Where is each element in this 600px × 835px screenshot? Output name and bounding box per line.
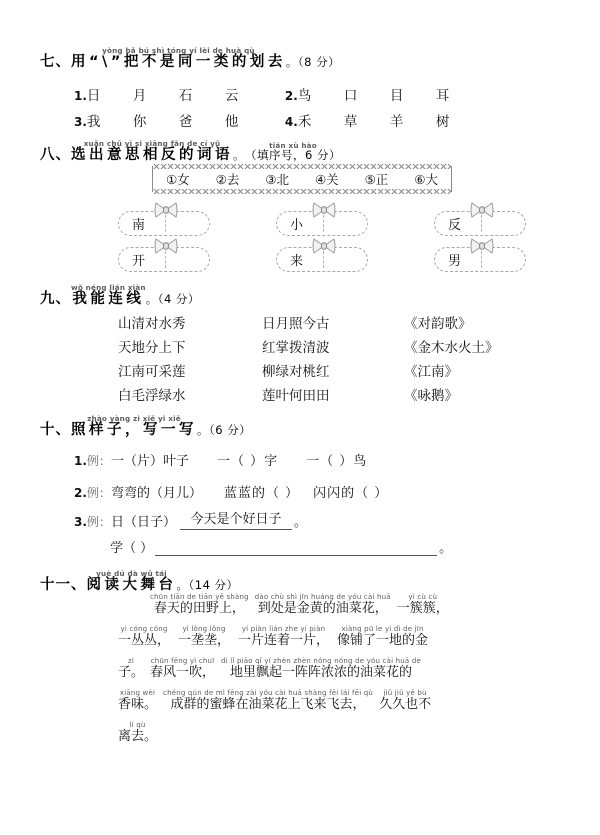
passage-pinyin: yí piàn lián zhe yí piàn: [241, 625, 326, 633]
passage-pinyin: lí qù: [129, 721, 146, 729]
q8-answer-pill[interactable]: [434, 211, 526, 236]
q7-char[interactable]: 目: [389, 88, 404, 104]
passage-line: [118, 689, 431, 711]
q8-option[interactable]: ②去: [215, 172, 240, 187]
q7-row-3-index: 3.: [74, 115, 87, 129]
q9-column-left: [118, 312, 186, 408]
q9-item[interactable]: 莲叶何田田: [262, 388, 330, 404]
q7-char[interactable]: 树: [435, 114, 450, 130]
q7-char[interactable]: 你: [132, 114, 147, 130]
q8-pill-word: 反: [448, 218, 462, 233]
q7-row-2: [74, 110, 482, 130]
bow-icon: [311, 237, 337, 255]
passage-hanzi: 久久也不: [379, 697, 432, 712]
section-q11-title-hanzi: 阅读大舞台: [86, 577, 177, 593]
bow-icon: [469, 201, 495, 219]
passage-chunk: [178, 625, 230, 647]
q10-row2-prompt[interactable]: 学（ ）: [110, 541, 154, 556]
q9-item[interactable]: 柳绿对桃红: [262, 364, 330, 380]
passage-chunk: [238, 625, 329, 647]
q7-char[interactable]: 草: [343, 114, 358, 130]
section-q7-title-hanzi: 用“\”把不是同一类的划去: [71, 54, 286, 70]
passage-hanzi: 春天的田野上，: [153, 601, 245, 616]
section-q11-number: 十一、: [40, 577, 87, 593]
section-q11-title: [87, 569, 177, 593]
passage-hanzi: 一片连着一片，: [238, 633, 330, 648]
q10-example-label: 例：: [86, 515, 111, 529]
section-q7-number: 七、: [40, 54, 71, 70]
passage-hanzi: 香味。: [118, 697, 158, 712]
q8-answer-pill[interactable]: [276, 211, 368, 236]
q10-end-punct: 。: [293, 515, 307, 530]
bow-icon: [311, 201, 337, 219]
section-q8-number: 八、: [40, 147, 71, 163]
passage-chunk: [118, 657, 144, 679]
passage-pinyin: dì lǐ piāo qǐ yí zhèn zhèn nóng nóng de yóu cài huā de: [221, 657, 421, 665]
q10-sample: 弯弯的（月儿）: [110, 486, 202, 501]
section-q8-title-pinyin: xuǎn chū yì si xiāng fǎn de cí yǔ: [83, 139, 221, 148]
passage-hanzi: 子。: [118, 665, 145, 680]
passage-line: [150, 593, 449, 615]
section-q11-score: 。（14 分）: [176, 578, 239, 592]
passage-pinyin: jiǔ jiǔ yě bù: [383, 689, 427, 697]
passage-line: [118, 625, 428, 647]
q10-blank[interactable]: 蓝蓝的（ ）: [223, 486, 300, 501]
section-q11-title-pinyin: yuè dú dà wǔ tái: [96, 569, 167, 578]
passage-hanzi: 一丛丛，: [118, 633, 171, 648]
q7-char[interactable]: 口: [343, 88, 358, 104]
section-q10-title-hanzi: 照样子，写一写: [71, 422, 197, 438]
passage-chunk: [255, 593, 391, 615]
passage-chunk: [150, 657, 215, 679]
bow-icon: [153, 201, 179, 219]
q7-char[interactable]: 羊: [389, 114, 404, 130]
q10-item-3-row2: [110, 537, 452, 556]
q10-blank[interactable]: 一（ ）字: [216, 454, 279, 469]
section-q8-score: 。: [233, 148, 245, 162]
q8-option[interactable]: ④关: [314, 172, 339, 187]
passage-pinyin: chéng qún de mì fēng zài yóu cài huā shàng fēi lái fēi qù: [163, 689, 374, 697]
passage-hanzi: 到处是金黄的油菜花，: [257, 601, 388, 616]
q8-answer-pill[interactable]: [434, 247, 526, 272]
q7-row-4-index: 4.: [284, 115, 298, 129]
passage-hanzi: 成群的蜜蜂在油菜花上飞来飞去，: [170, 697, 366, 712]
q7-char[interactable]: 禾: [297, 114, 312, 130]
bow-icon: [469, 237, 495, 255]
passage-hanzi: 地里飘起一阵阵浓浓的油菜花的: [230, 665, 413, 680]
section-q8-score-pinyin: tián xù hào: [269, 141, 317, 150]
q10-answer-underline[interactable]: 今天是个好日子: [180, 512, 292, 530]
q10-item-2: [74, 482, 388, 501]
passage-line: [118, 657, 421, 679]
section-q10-heading: [40, 414, 570, 438]
passage-pinyin: zi: [127, 657, 135, 665]
q8-option[interactable]: ①女: [165, 172, 190, 187]
passage-chunk: [150, 593, 249, 615]
q8-pill-word: 南: [132, 218, 146, 233]
q9-item[interactable]: 日月照今古: [262, 316, 330, 332]
q7-row-2-index: 2.: [284, 89, 298, 103]
q7-char[interactable]: 石: [178, 88, 193, 104]
q10-prompt: 日（日子）: [110, 515, 176, 530]
q8-option[interactable]: ⑤正: [364, 172, 389, 187]
section-q9-number: 九、: [40, 291, 71, 307]
section-q11-heading: [40, 569, 570, 593]
passage-chunk: [379, 689, 431, 711]
q9-item[interactable]: 《江南》: [404, 364, 458, 380]
q7-char[interactable]: 云: [224, 88, 239, 104]
q9-item[interactable]: 天地分上下: [118, 340, 186, 356]
q7-char[interactable]: 日: [86, 88, 101, 104]
q8-answer-pill[interactable]: [118, 247, 210, 272]
q10-blank[interactable]: 闪闪的（ ）: [313, 486, 389, 501]
q8-pill-word: 男: [448, 254, 462, 269]
section-q7-title: [71, 46, 286, 70]
section-q7-title-pinyin: yòng bǎ bú shì tóng yí lèi de huà qù: [102, 46, 255, 55]
section-q8-score-text: （填序号，6 分）: [245, 148, 341, 162]
q7-char[interactable]: 月: [132, 88, 147, 104]
q9-item[interactable]: 山清对水秀: [118, 316, 186, 332]
q10-item-1-index: 1.: [74, 454, 87, 468]
passage-chunk: [118, 721, 157, 743]
section-q7-heading: [40, 46, 570, 70]
q7-char[interactable]: 鸟: [297, 88, 312, 104]
passage-chunk: [337, 625, 428, 647]
q8-answer-pill[interactable]: [276, 247, 368, 272]
section-q7-score: 。（8 分）: [285, 55, 341, 69]
passage-chunk: [163, 689, 373, 711]
q8-pill-word: 开: [132, 254, 146, 269]
q9-item[interactable]: 《金木水火土》: [404, 340, 499, 356]
passage-hanzi: 离去。: [118, 729, 158, 744]
passage-pinyin: yì cù cù: [408, 593, 438, 601]
q8-option[interactable]: ③北: [265, 172, 289, 187]
passage-hanzi: 一簇簇，: [396, 601, 449, 616]
section-q8: [40, 139, 570, 163]
q10-row2-punct: 。: [439, 541, 453, 556]
q9-column-right: [404, 312, 499, 408]
section-q9-heading: [40, 283, 570, 307]
passage-pinyin: yì cóng cóng: [120, 625, 168, 633]
passage-line: [118, 721, 157, 743]
passage-hanzi: 春风一吹，: [150, 665, 216, 680]
section-q9-score: 。（4 分）: [145, 292, 200, 306]
section-q10-title-pinyin: zhào yàng zi xiě yi xiě: [87, 414, 181, 423]
q10-item-3-index: 3.: [74, 515, 87, 529]
section-q9-title-hanzi: 我能连线: [72, 291, 145, 307]
section-q10: [40, 414, 570, 438]
passage-pinyin: xiàng pū le yí dì de jīn: [341, 625, 424, 633]
q9-item[interactable]: 白毛浮绿水: [118, 388, 186, 404]
q8-option-box: [152, 166, 452, 192]
section-q10-title: [71, 414, 197, 438]
passage-pinyin: chūn tiān de tiān yě shàng: [150, 593, 249, 601]
passage-chunk: [118, 625, 170, 647]
passage-hanzi: 一垄垄，: [178, 633, 231, 648]
q9-item[interactable]: 《对韵歌》: [404, 316, 472, 332]
section-q10-number: 十、: [40, 422, 71, 438]
q10-row2-underline[interactable]: [155, 538, 437, 556]
passage-chunk: [221, 657, 421, 679]
q7-char[interactable]: 耳: [435, 88, 450, 104]
section-q9: [40, 283, 570, 307]
q7-char[interactable]: 我: [86, 114, 101, 130]
q7-char[interactable]: 他: [224, 114, 239, 130]
section-q7: [40, 46, 570, 70]
q9-item[interactable]: 红掌拨清波: [262, 340, 330, 356]
q9-item[interactable]: 《咏鹅》: [404, 388, 458, 404]
bow-icon: [153, 237, 179, 255]
passage-hanzi: 像铺了一地的金: [337, 633, 429, 648]
passage-chunk: [118, 689, 157, 711]
section-q10-score: 。（6 分）: [197, 423, 252, 437]
q10-example-label: 例：: [86, 486, 111, 500]
section-q8-title: [71, 139, 233, 163]
q7-row-1-index: 1.: [74, 89, 87, 103]
q9-item[interactable]: 江南可采莲: [118, 364, 186, 380]
q10-item-1: [74, 450, 367, 469]
q7-char[interactable]: 爸: [178, 114, 193, 130]
q8-option[interactable]: ⑥大: [414, 172, 438, 187]
q7-row-1: [74, 84, 482, 104]
section-q8-title-hanzi: 选出意思相反的词语: [71, 147, 233, 163]
passage-pinyin: dào chù shì jīn huáng de yóu cài huā: [254, 593, 391, 601]
q10-item-3: [74, 511, 307, 530]
q10-example-label: 例：: [86, 454, 111, 468]
section-q8-heading: [40, 139, 570, 163]
q10-item-2-index: 2.: [74, 486, 87, 500]
q10-sample: 一（片）叶子: [110, 454, 189, 469]
q8-answer-pill[interactable]: [118, 211, 210, 236]
q8-pill-word: 小: [290, 218, 304, 233]
q10-blank[interactable]: 一（ ）鸟: [306, 454, 368, 469]
q8-pill-word: 来: [290, 254, 304, 269]
section-q9-title: [71, 283, 146, 307]
section-q9-title-pinyin: wǒ néng lián xiàn: [71, 283, 146, 292]
passage-pinyin: xiāng wèi: [119, 689, 156, 697]
section-q8-score-group: [245, 141, 341, 163]
passage-pinyin: yì lǒng lǒng: [182, 625, 226, 633]
passage-pinyin: chūn fēng yì chuī: [150, 657, 215, 665]
section-q11: [40, 569, 570, 593]
passage-chunk: [397, 593, 449, 615]
q9-column-middle: [262, 312, 330, 408]
